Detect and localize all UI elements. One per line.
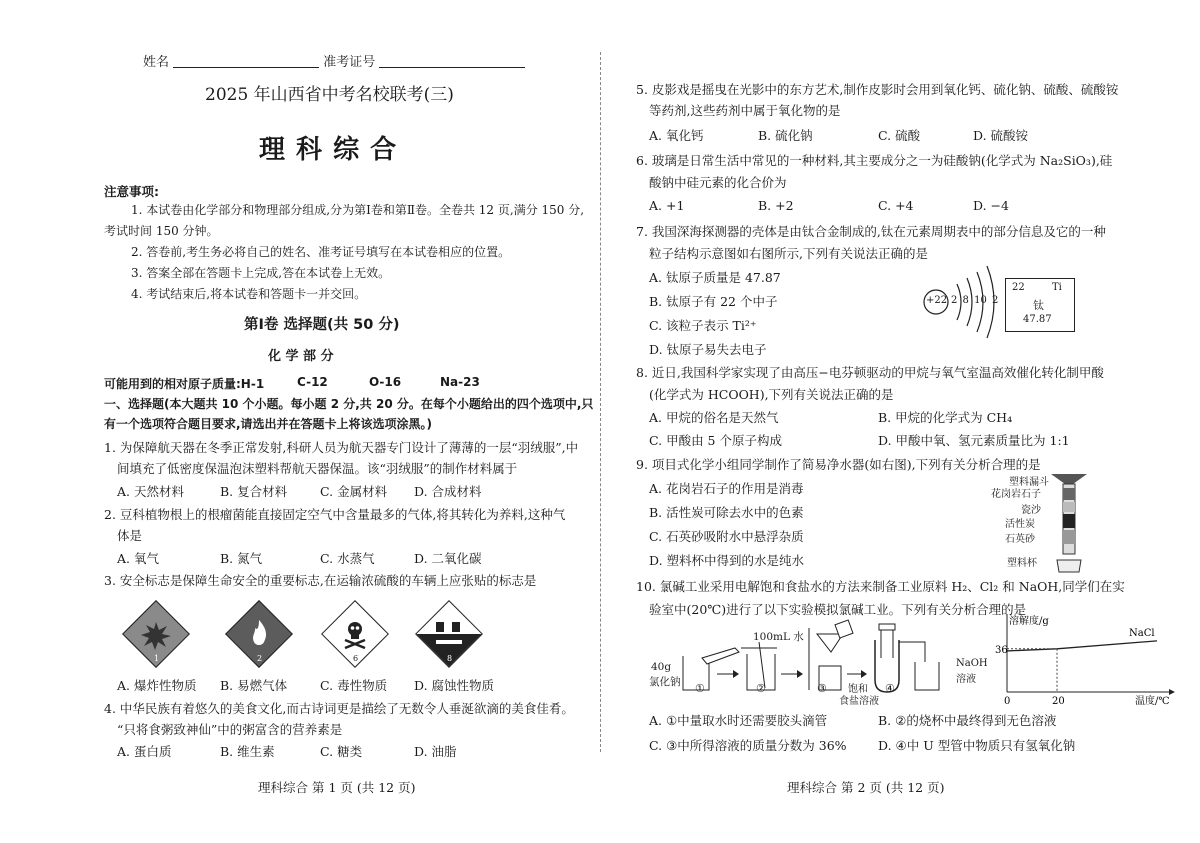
q10-option-a[interactable]: A. ①中量取水时还需要胶头滴管: [649, 713, 828, 728]
q6-option-d[interactable]: D. −4: [973, 198, 1009, 213]
q1-option-d[interactable]: D. 合成材料: [414, 484, 482, 499]
q9-option-b[interactable]: B. 活性炭可除去水中的色素: [649, 505, 804, 520]
label-funnel: 塑料漏斗: [1009, 477, 1049, 488]
chem-title: 化 学 部 分: [268, 349, 334, 364]
mc-instructions-1: 一、选择题(本大题共 10 个小题。每小题 2 分,共 20 分。在每个小题给出的四个选项中,只: [104, 397, 594, 411]
q9-option-c[interactable]: C. 石英砂吸附水中悬浮杂质: [649, 529, 804, 544]
q6-option-c[interactable]: C. +4: [878, 198, 914, 213]
q3-option-c[interactable]: C. 毒性物质: [320, 678, 388, 693]
salt-label: 氯化钠: [649, 676, 681, 688]
q3-stem: 3. 安全标志是保障生命安全的重要标志,在运输浓硫酸的车辆上应张贴的标志是: [104, 573, 537, 588]
label-activated-carbon: 活性炭: [1005, 519, 1035, 530]
q5-stem-1: 5. 皮影戏是摇曳在光影中的东方艺术,制作皮影时会用到氧化钙、硫化钠、硫酸、硫酸铵: [636, 82, 1119, 97]
step-3-label: ③: [817, 682, 827, 695]
label-cup: 塑料杯: [1007, 558, 1037, 569]
q9-option-d[interactable]: D. 塑料杯中得到的水是纯水: [649, 553, 805, 568]
atomic-mass-o: O-16: [369, 375, 402, 389]
q8-option-d[interactable]: D. 甲酸中氧、氢元素质量比为 1:1: [878, 433, 1070, 448]
q7-stem-1: 7. 我国深海探测器的壳体是由钛合金制成的,钛在元素周期表中的部分信息及它的一种: [636, 224, 1106, 239]
step-1-label: ①: [695, 682, 705, 695]
q4-stem-2: “只将食粥致神仙”中的粥富含的营养素是: [117, 722, 343, 737]
q4-option-d[interactable]: D. 油脂: [414, 744, 457, 759]
q6-option-b[interactable]: B. +2: [758, 198, 794, 213]
element-number: 22: [1012, 282, 1025, 293]
brine-label-1: 饱和: [848, 684, 868, 695]
granite-layer: [1063, 488, 1075, 500]
q1-option-b[interactable]: B. 复合材料: [220, 484, 288, 499]
shell-electrons: 2 8 10 2: [951, 295, 999, 306]
note-4: 4. 考试结束后,将本试卷和答题卡一并交回。: [131, 287, 367, 301]
q3-option-b[interactable]: B. 易燃气体: [220, 678, 288, 693]
water-label: 100mL 水: [753, 631, 804, 643]
element-name: 钛: [1033, 299, 1044, 312]
q1-stem-1: 1. 为保障航天器在冬季正常发射,科研人员为航天器专门设计了薄薄的一层“羽绒服”,中: [104, 440, 579, 455]
naoh-label-2: 溶液: [956, 674, 976, 685]
brine-label-2: 食盐溶液: [839, 696, 879, 707]
left-footer: 理科综合 第 1 页 (共 12 页): [258, 780, 416, 795]
section1-title: 第Ⅰ卷 选择题(共 50 分): [244, 317, 400, 333]
q2-option-c[interactable]: C. 水蒸气: [320, 551, 375, 566]
element-symbol: Ti: [1052, 282, 1062, 293]
q2-stem-1: 2. 豆科植物根上的根瘤菌能直接固定空气中含量最多的气体,将其转化为养料,这种气: [104, 507, 566, 522]
q4-option-c[interactable]: C. 糖类: [320, 744, 363, 759]
exam-id-label: 准考证号: [323, 55, 376, 70]
q6-stem-2: 酸钠中硅元素的化合价为: [649, 175, 787, 190]
name-field[interactable]: [173, 54, 319, 68]
arrow-3-head: [861, 670, 867, 678]
series-line-nacl: [1007, 641, 1157, 651]
q10-stem-1: 10. 氯碱工业采用电解饱和食盐水的方法来制备工业原料 H₂、Cl₂ 和 NaOH,同学们在实: [636, 579, 1125, 594]
mc-instructions-2: 有一个选项符合题目要求,请选出并在答题卡上将该选项涂黑。): [104, 417, 433, 431]
q9-stem: 9. 项目式化学小组同学制作了简易净水器(如右图),下列有关分析合理的是: [636, 457, 1041, 472]
x-tick-label-20: 20: [1052, 696, 1065, 707]
step-2-label: ②: [756, 682, 766, 695]
atomic-mass-label: 可能用到的相对原子质量:H-1: [104, 377, 265, 391]
q8-option-c[interactable]: C. 甲酸由 5 个原子构成: [649, 433, 782, 448]
arrow-2-head: [797, 670, 803, 678]
q5-option-a[interactable]: A. 氧化钙: [649, 128, 704, 143]
element-cell-ti: [1005, 278, 1075, 332]
y-axis-label: 溶解度/g: [1009, 616, 1049, 627]
q7-option-b[interactable]: B. 钛原子有 22 个中子: [649, 294, 778, 309]
arrow-1-head: [733, 670, 739, 678]
q6-stem-1: 6. 玻璃是日常生活中常见的一种材料,其主要成分之一为硅酸钠(化学式为 Na₂SiO₃),硅: [636, 153, 1113, 168]
pour-cylinder: [702, 648, 739, 664]
right-page: [603, 0, 1200, 843]
q3-option-d[interactable]: D. 腐蚀性物质: [414, 678, 495, 693]
sign-toxic-icon[interactable]: 6: [316, 598, 394, 670]
q4-option-b[interactable]: B. 维生素: [220, 744, 275, 759]
nucleus-charge: +22: [926, 295, 948, 306]
funnel-shape: [1051, 474, 1087, 484]
x-tick-label-0: 0: [1004, 696, 1011, 707]
sign-flammable-gas-icon[interactable]: 2: [220, 598, 298, 670]
q5-option-c[interactable]: C. 硫酸: [878, 128, 921, 143]
q1-stem-2: 间填充了低密度保温泡沫塑料帮航天器保温。该“羽绒服”的制作材料属于: [117, 461, 518, 476]
q10-option-b[interactable]: B. ②的烧杯中最终得到无色溶液: [878, 713, 1057, 728]
carbon-layer: [1063, 514, 1075, 528]
quartz-sand-layer: [1063, 530, 1075, 544]
x-axis-arrow: [1169, 689, 1175, 695]
q1-option-c[interactable]: C. 金属材料: [320, 484, 388, 499]
q7-option-a[interactable]: A. 钛原子质量是 47.87: [649, 270, 781, 285]
q2-option-d[interactable]: D. 二氧化碳: [414, 551, 482, 566]
q10-stem-2: 验室中(20℃)进行了以下实验模拟氯碱工业。下列有关分析合理的是: [649, 602, 1027, 617]
name-label: 姓名: [143, 55, 170, 70]
water-filter-diagram: [1047, 468, 1091, 576]
nacl-solubility-chart: [993, 614, 1193, 714]
q8-stem-1: 8. 近日,我国科学家实现了由高压−电芬顿驱动的甲烷与氧气室温高效催化转化制甲酸: [636, 365, 1104, 380]
q8-option-a[interactable]: A. 甲烷的俗名是天然气: [649, 410, 779, 425]
q3-option-a[interactable]: A. 爆炸性物质: [117, 678, 197, 693]
q10-option-d[interactable]: D. ④中 U 型管中物质只有氢氧化钠: [878, 738, 1076, 753]
x-axis-label: 温度/℃: [1135, 696, 1170, 707]
naoh-label-1: NaOH: [956, 658, 988, 669]
q4-option-a[interactable]: A. 蛋白质: [117, 744, 172, 759]
q2-option-a[interactable]: A. 氧气: [117, 551, 159, 566]
subject-title: 理 科 综 合: [259, 135, 398, 165]
atomic-mass-c: C-12: [297, 375, 328, 389]
q5-stem-2: 等药剂,这些药剂中属于氧化物的是: [649, 103, 841, 118]
q4-stem-1: 4. 中华民族有着悠久的美食文化,而古诗词更是描绘了无数令人垂涎欲滴的美食佳肴。: [104, 701, 574, 716]
power-supply: [879, 624, 895, 630]
name-row: [143, 51, 525, 70]
note-2: 2. 答卷前,考生务必将自己的姓名、准考证号填写在本试卷相应的位置。: [131, 245, 511, 259]
q7-option-c[interactable]: C. 该粒子表示 Ti²⁺: [649, 318, 757, 333]
label-quartz-sand: 石英砂: [1005, 534, 1035, 545]
q7-option-d[interactable]: D. 钛原子易失去电子: [649, 342, 767, 357]
q6-option-a[interactable]: A. +1: [649, 198, 685, 213]
q2-option-b[interactable]: B. 氮气: [220, 551, 263, 566]
q5-option-b[interactable]: B. 硫化钠: [758, 128, 813, 143]
q7-stem-2: 粒子结构示意图如右图所示,下列有关说法正确的是: [649, 246, 928, 261]
right-footer: 理科综合 第 2 页 (共 12 页): [787, 780, 945, 795]
element-mass: 47.87: [1023, 314, 1052, 325]
exam-title: 2025 年山西省中考名校联考(三): [205, 85, 454, 105]
exam-id-field[interactable]: [379, 54, 525, 68]
note-1: 1. 本试卷由化学部分和物理部分组成,分为第Ⅰ卷和第Ⅱ卷。全卷共 12 页,满分 150 分,: [131, 203, 585, 217]
series-label-nacl: NaCl: [1129, 627, 1155, 639]
salt-mass-label: 40g: [651, 661, 672, 673]
q8-stem-2: (化学式为 HCOOH),下列有关说法正确的是: [649, 387, 894, 402]
notes-heading: 注意事项:: [104, 184, 159, 199]
sign-explosive-icon[interactable]: 1: [117, 598, 195, 670]
y-tick-label: 36: [995, 644, 1008, 656]
note-1-cont: 考试时间 150 分钟。: [104, 224, 219, 238]
page-divider: [600, 52, 601, 752]
atomic-mass-na: Na-23: [440, 375, 480, 389]
note-3: 3. 答案全部在答题卡上完成,答在本试卷上无效。: [131, 266, 391, 280]
cup-shape: [1057, 560, 1081, 572]
delivery-tube: [899, 642, 925, 662]
q8-option-b[interactable]: B. 甲烷的化学式为 CH₄: [878, 410, 1013, 425]
sign-corrosive-icon[interactable]: 8: [410, 598, 488, 670]
naoh-beaker: [915, 662, 939, 690]
q9-option-a[interactable]: A. 花岗岩石子的作用是消毒: [649, 481, 804, 496]
q5-option-d[interactable]: D. 硫酸铵: [973, 128, 1029, 143]
q10-option-c[interactable]: C. ③中所得溶液的质量分数为 36%: [649, 738, 847, 753]
label-ceramic-sand: 瓷沙: [1021, 505, 1041, 516]
ceramic-sand-layer: [1063, 502, 1075, 512]
label-granite: 花岗岩石子: [991, 489, 1041, 500]
q1-option-a[interactable]: A. 天然材料: [117, 484, 184, 499]
step-4-label: ④: [885, 682, 895, 695]
q2-stem-2: 体是: [117, 528, 143, 543]
